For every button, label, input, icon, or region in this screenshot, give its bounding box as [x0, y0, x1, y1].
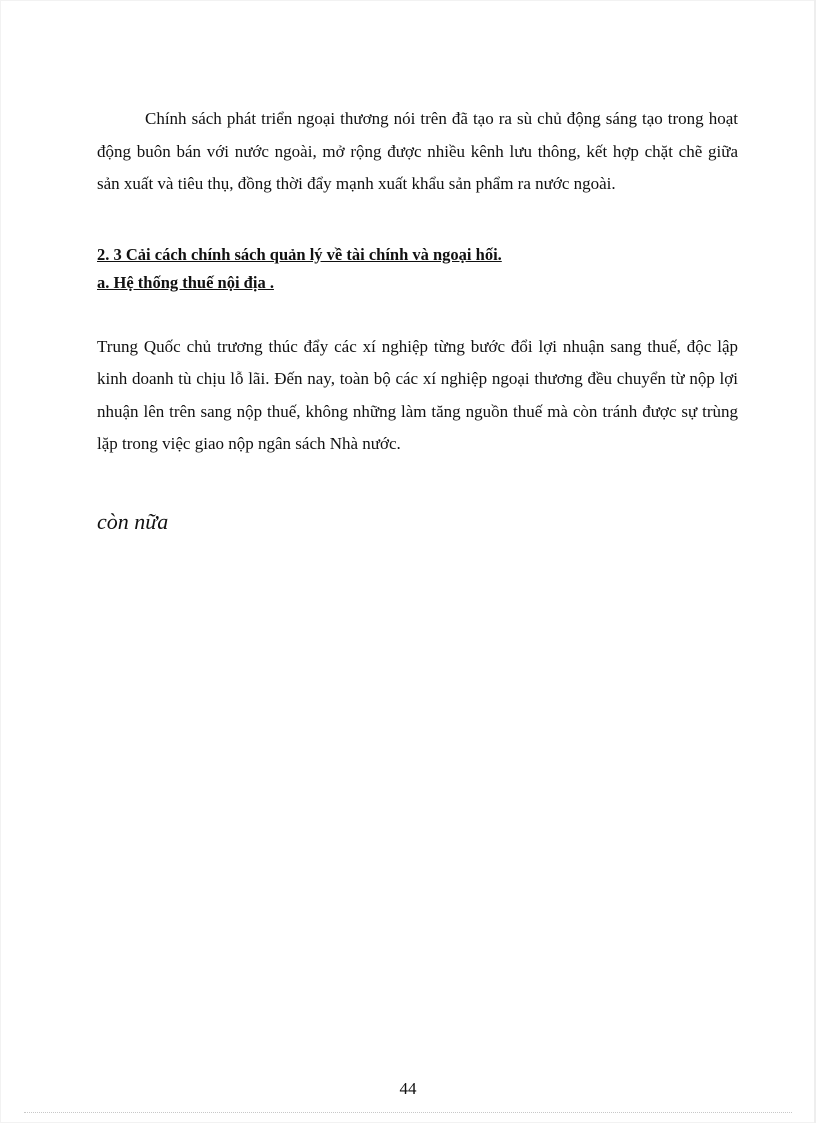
body-paragraph-2: Trung Quốc chủ trương thúc đẩy các xí nghiệp từng bước đổi lợi nhuận sang thuế, độc lập kinh doanh tù chịu lỗ lãi. Đến nay, toàn bộ các xí nghiệp ngoại thương đều chuyển từ nộp lợi nhuận lên trên sang nộp thuế, không những làm tăng nguồn thuế mà còn tránh được sự trùng lặp trong việc giao nộp ngân sách Nhà nước. — [97, 336, 738, 453]
subsection-heading: a. Hệ thống thuế nội địa . — [97, 272, 274, 292]
continuation-note: còn nữa — [97, 508, 169, 534]
page-number: 44 — [399, 1079, 417, 1098]
page-content — [97, 103, 738, 559]
section-heading: 2. 3 Cải cách chính sách quản lý về tài chính và ngoại hối. — [97, 244, 502, 264]
body-paragraph-1: Chính sách phát triển ngoại thương nói trên đã tạo ra sù chủ động sáng tạo trong hoạt động buôn bán với nước ngoài, mở rộng được nhiều kênh lưu thông, kết hợp chặt chẽ giữa sản xuất và tiêu thụ, đồng thời đẩy mạnh xuất khẩu sản phẩm ra nước ngoài. — [97, 109, 738, 193]
footer-divider — [24, 1112, 792, 1113]
